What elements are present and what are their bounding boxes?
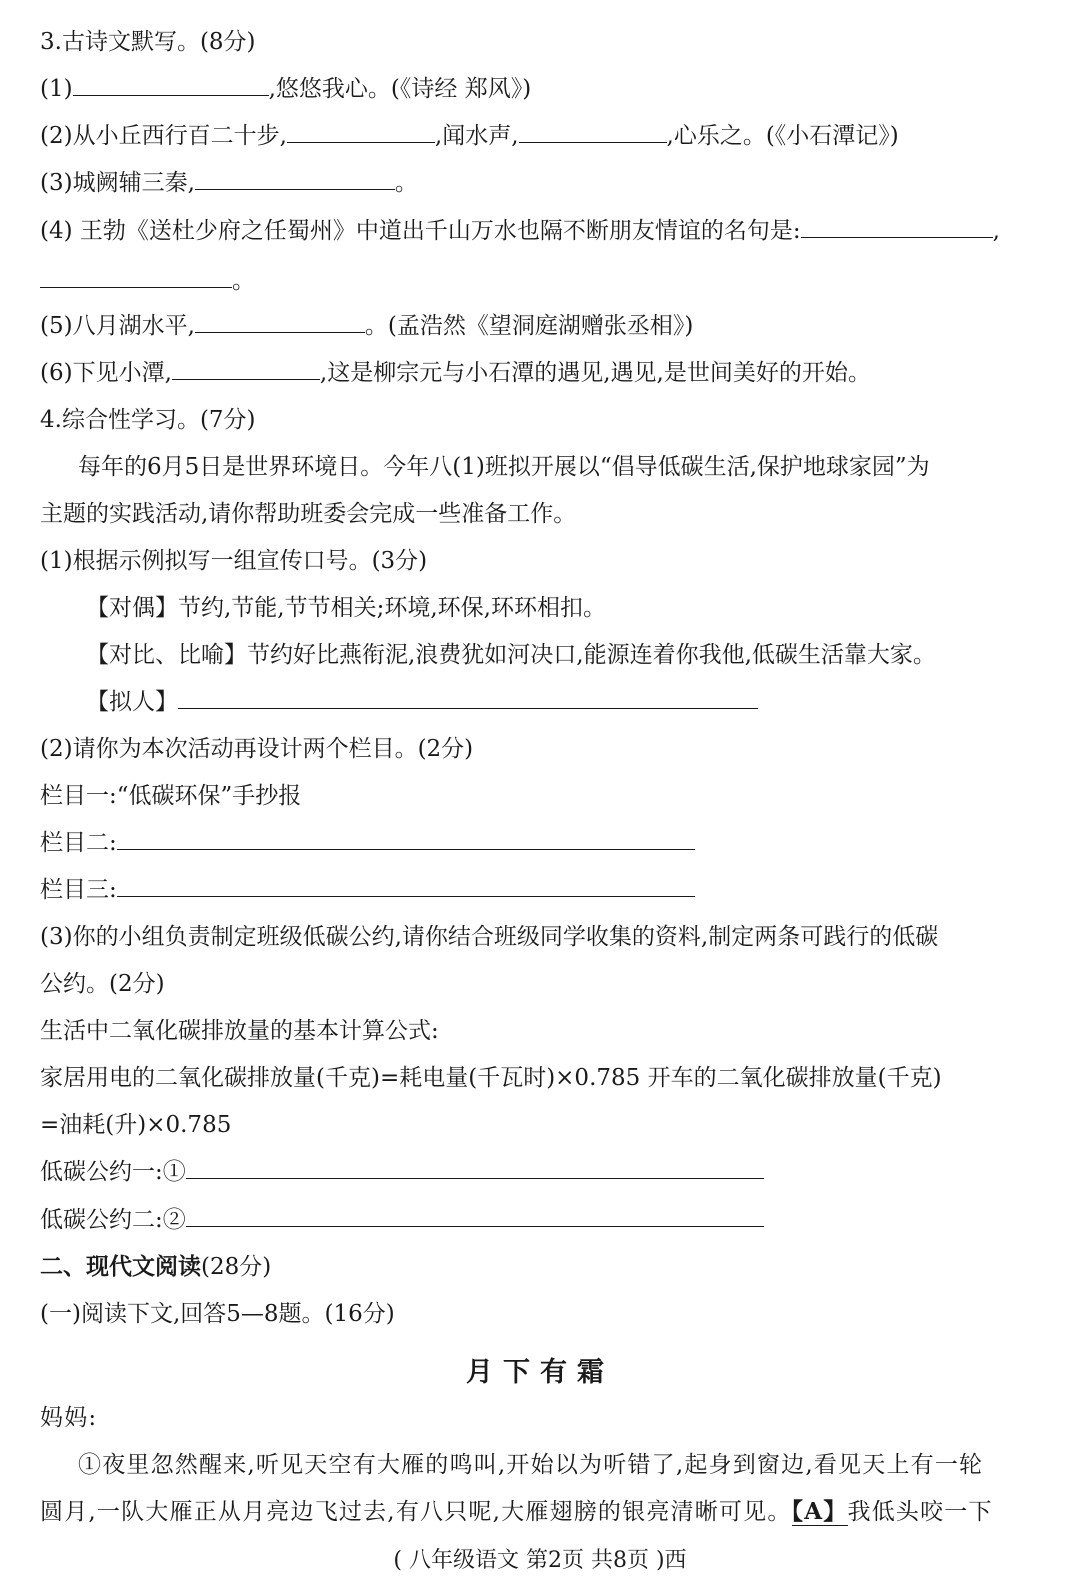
formula-line1: 家居用电的二氧化碳排放量(千克)=耗电量(千瓦时)×0.785 开车的二氧化碳排放量(千克) (40, 1065, 942, 1091)
answer-blank[interactable] (186, 1206, 764, 1227)
example-niren: 【拟人】 (86, 687, 758, 717)
q4-intro-line1: 每年的6月5日是世界环境日。今年八(1)班拟开展以“倡导低碳生活,保护地球家园”为 (78, 454, 930, 480)
answer-blank[interactable] (186, 1158, 764, 1179)
example-duiou: 【对偶】节约,节能,节节相关;环境,环保,环环相扣。 (86, 595, 606, 621)
article-para1-line2: 圆月,一队大雁正从月亮边飞过去,有八只呢,大雁翅膀的银亮清晰可见。【A】我低头咬一下 (40, 1498, 993, 1525)
answer-blank[interactable] (178, 688, 758, 709)
column-1: 栏目一:“低碳环保”手抄报 (40, 783, 302, 809)
article-greeting: 妈妈: (40, 1405, 98, 1431)
q3-item-6: (6)下见小潭, ,这是柳宗元与小石潭的遇见,遇见,是世间美好的开始。 (40, 360, 871, 386)
q3-item-5: (5)八月湖水平, 。(孟浩然《望洞庭湖赠张丞相》) (40, 313, 694, 339)
q4-heading: 4.综合性学习。(7分) (40, 407, 256, 433)
example-duibi-biyu: 【对比、比喻】节约好比燕衔泥,浪费犹如河决口,能源连着你我他,低碳生活靠大家。 (86, 642, 936, 668)
article-title: 月下有霜 (466, 1357, 614, 1388)
q3-item-4: (4) 王勃《送杜少府之任蜀州》中道出千山万水也隔不断朋友情谊的名句是: , (40, 218, 1000, 244)
article-para1-line1: ①夜里忽然醒来,听见天空有大雁的鸣叫,开始以为听错了,起身到窗边,看见天上有一轮 (78, 1452, 984, 1478)
q4-part2: (2)请你为本次活动再设计两个栏目。(2分) (40, 736, 474, 762)
section2-heading: 二、现代文阅读(28分) (40, 1253, 272, 1280)
q3-item-3: (3)城阙辅三秦, 。 (40, 170, 418, 196)
answer-blank[interactable] (195, 169, 395, 190)
page-footer: ( 八年级语文 第2页 共8页 )西 (393, 1548, 687, 1573)
formula-intro: 生活中二氧化碳排放量的基本计算公式: (40, 1018, 439, 1044)
q4-part1: (1)根据示例拟写一组宣传口号。(3分) (40, 548, 428, 574)
q3-item-4-cont: 。 (40, 266, 255, 296)
answer-blank[interactable] (287, 122, 435, 143)
section2-sub: (一)阅读下文,回答5—8题。(16分) (40, 1301, 395, 1327)
convention-2: 低碳公约二:② (40, 1205, 764, 1235)
answer-blank[interactable] (172, 359, 320, 380)
answer-blank[interactable] (73, 75, 269, 96)
answer-blank[interactable] (117, 829, 695, 850)
column-3: 栏目三: (40, 875, 695, 905)
answer-blank[interactable] (801, 217, 993, 238)
convention-1: 低碳公约一:① (40, 1157, 764, 1187)
answer-blank[interactable] (195, 312, 365, 333)
q4-part3-line2: 公约。(2分) (40, 971, 165, 997)
answer-blank[interactable] (519, 122, 667, 143)
q3-item-1: (1) ,悠悠我心。(《诗经 郑风》) (40, 76, 532, 102)
answer-blank[interactable] (117, 876, 695, 897)
q3-item-2: (2)从小丘西行百二十步, ,闻水声, ,心乐之。(《小石潭记》) (40, 123, 899, 149)
q4-part3-line1: (3)你的小组负责制定班级低碳公约,请你结合班级同学收集的资料,制定两条可践行的低碳 (40, 924, 939, 950)
q4-intro-line2: 主题的实践活动,请你帮助班委会完成一些准备工作。 (40, 501, 577, 527)
q3-heading: 3.古诗文默写。(8分) (40, 29, 256, 55)
marker-a: 【A】 (791, 1498, 848, 1525)
formula-line2: =油耗(升)×0.785 (40, 1112, 232, 1138)
column-2: 栏目二: (40, 828, 695, 858)
answer-blank[interactable] (40, 267, 232, 288)
